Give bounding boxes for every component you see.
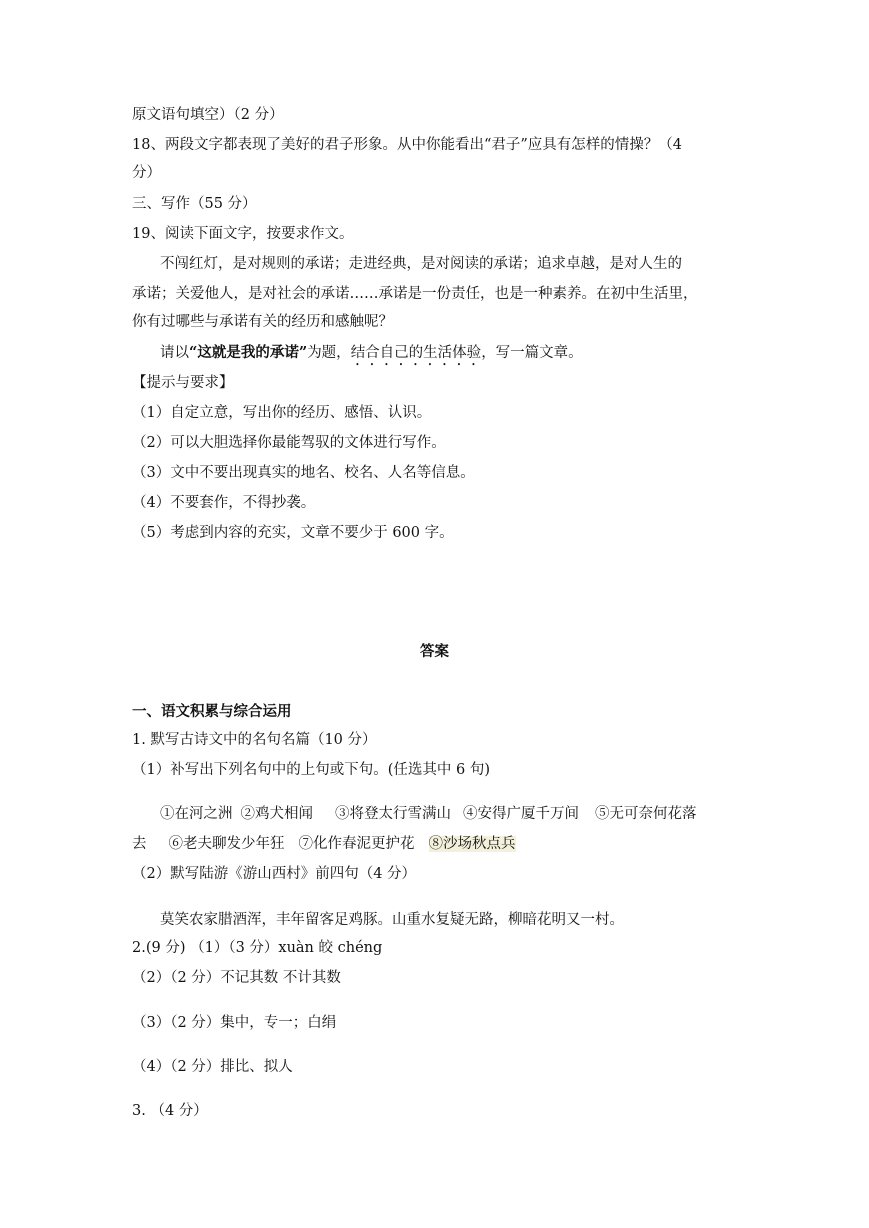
answers-section-heading: 一、语文积累与综合运用: [132, 703, 292, 720]
answer-item: ②鸡犬相闻: [240, 806, 313, 822]
question-19: 19、阅读下面文字，按要求作文。: [132, 226, 354, 242]
requirement-item: （2）可以大胆选择你最能驾驭的文体进行写作。: [132, 435, 446, 451]
requirement-item: （4）不要套作，不得抄袭。: [132, 495, 316, 511]
requirements-heading: 【提示与要求】: [132, 375, 234, 391]
prompt-paragraph-line: 承诺；关爱他人，是对社会的承诺……承诺是一份责任，也是一种素养。在初中生活里，: [132, 286, 698, 302]
section-heading-writing: 三、写作（55 分）: [132, 196, 257, 212]
poem-text: 莫笑农家腊酒浑，丰年留客足鸡豚。山重水复疑无路，柳暗花明又一村。: [160, 912, 624, 928]
answer-q2-part4: （4）（2 分）排比、拟人: [132, 1059, 293, 1075]
question-18: 18、两段文字都表现了美好的君子形象。从中你能看出“君子”应具有怎样的情操？（4: [132, 137, 682, 153]
answer-q3: 3. （4 分）: [132, 1103, 208, 1119]
requirement-item: （3）文中不要出现真实的地名、校名、人名等信息。: [132, 465, 475, 481]
answer-item-highlighted: ⑧沙场秋点兵: [428, 836, 516, 852]
answer-list-line: [132, 834, 516, 854]
prompt-paragraph-line: 不闯红灯，是对规则的承诺；走进经典，是对阅读的承诺；追求卓越，是对人生的: [160, 256, 682, 272]
answer-q2: 2.(9 分) （1）（3 分）xuàn 皎 chéng: [132, 940, 383, 956]
answer-item: ⑦化作春泥更护花: [298, 836, 415, 852]
answer-q1-part2: （2）默写陆游《游山西村》前四句（4 分）: [132, 866, 417, 882]
text-span: 为题，: [307, 345, 351, 361]
requirement-item: （5）考虑到内容的充实，文章不要少于 600 字。: [132, 525, 454, 541]
answer-list-line: [160, 804, 697, 824]
answer-item: ④安得广厦千万间: [463, 806, 579, 822]
answers-title: 答案: [420, 643, 449, 660]
requirement-item: （1）自定立意，写出你的经历、感悟、认识。: [132, 405, 432, 421]
text-line: 原文语句填空）（2 分）: [132, 107, 284, 123]
answer-item: ③将登太行雪满山: [335, 806, 451, 822]
answer-q1: 1. 默写古诗文中的名句名篇（10 分）: [132, 732, 377, 748]
answer-q2-part3: （3）（2 分）集中，专一；白绢: [132, 1015, 337, 1031]
text-line: 分）: [132, 165, 161, 181]
text-span: 请以: [160, 345, 189, 361]
answer-q2-part2: （2）（2 分）不记其数 不计其数: [132, 970, 341, 986]
answer-q1-part1: （1）补写出下列名句中的上句或下句。(任选其中 6 句): [132, 762, 490, 778]
essay-title: “这就是我的承诺”: [189, 344, 308, 361]
prompt-paragraph-line: 你有过哪些与承诺有关的经历和感触呢？: [132, 314, 393, 330]
answer-item: ⑥老夫聊发少年狂: [168, 836, 285, 852]
answer-item: ①在河之洲: [160, 806, 233, 822]
text-span: ，写一篇文章。: [481, 345, 583, 361]
answer-item: 去: [132, 836, 147, 852]
emphasized-text: 结合自己的生活体验: [350, 345, 482, 361]
essay-title-instruction: [160, 343, 583, 369]
answer-item: ⑤无可奈何花落: [595, 806, 697, 822]
